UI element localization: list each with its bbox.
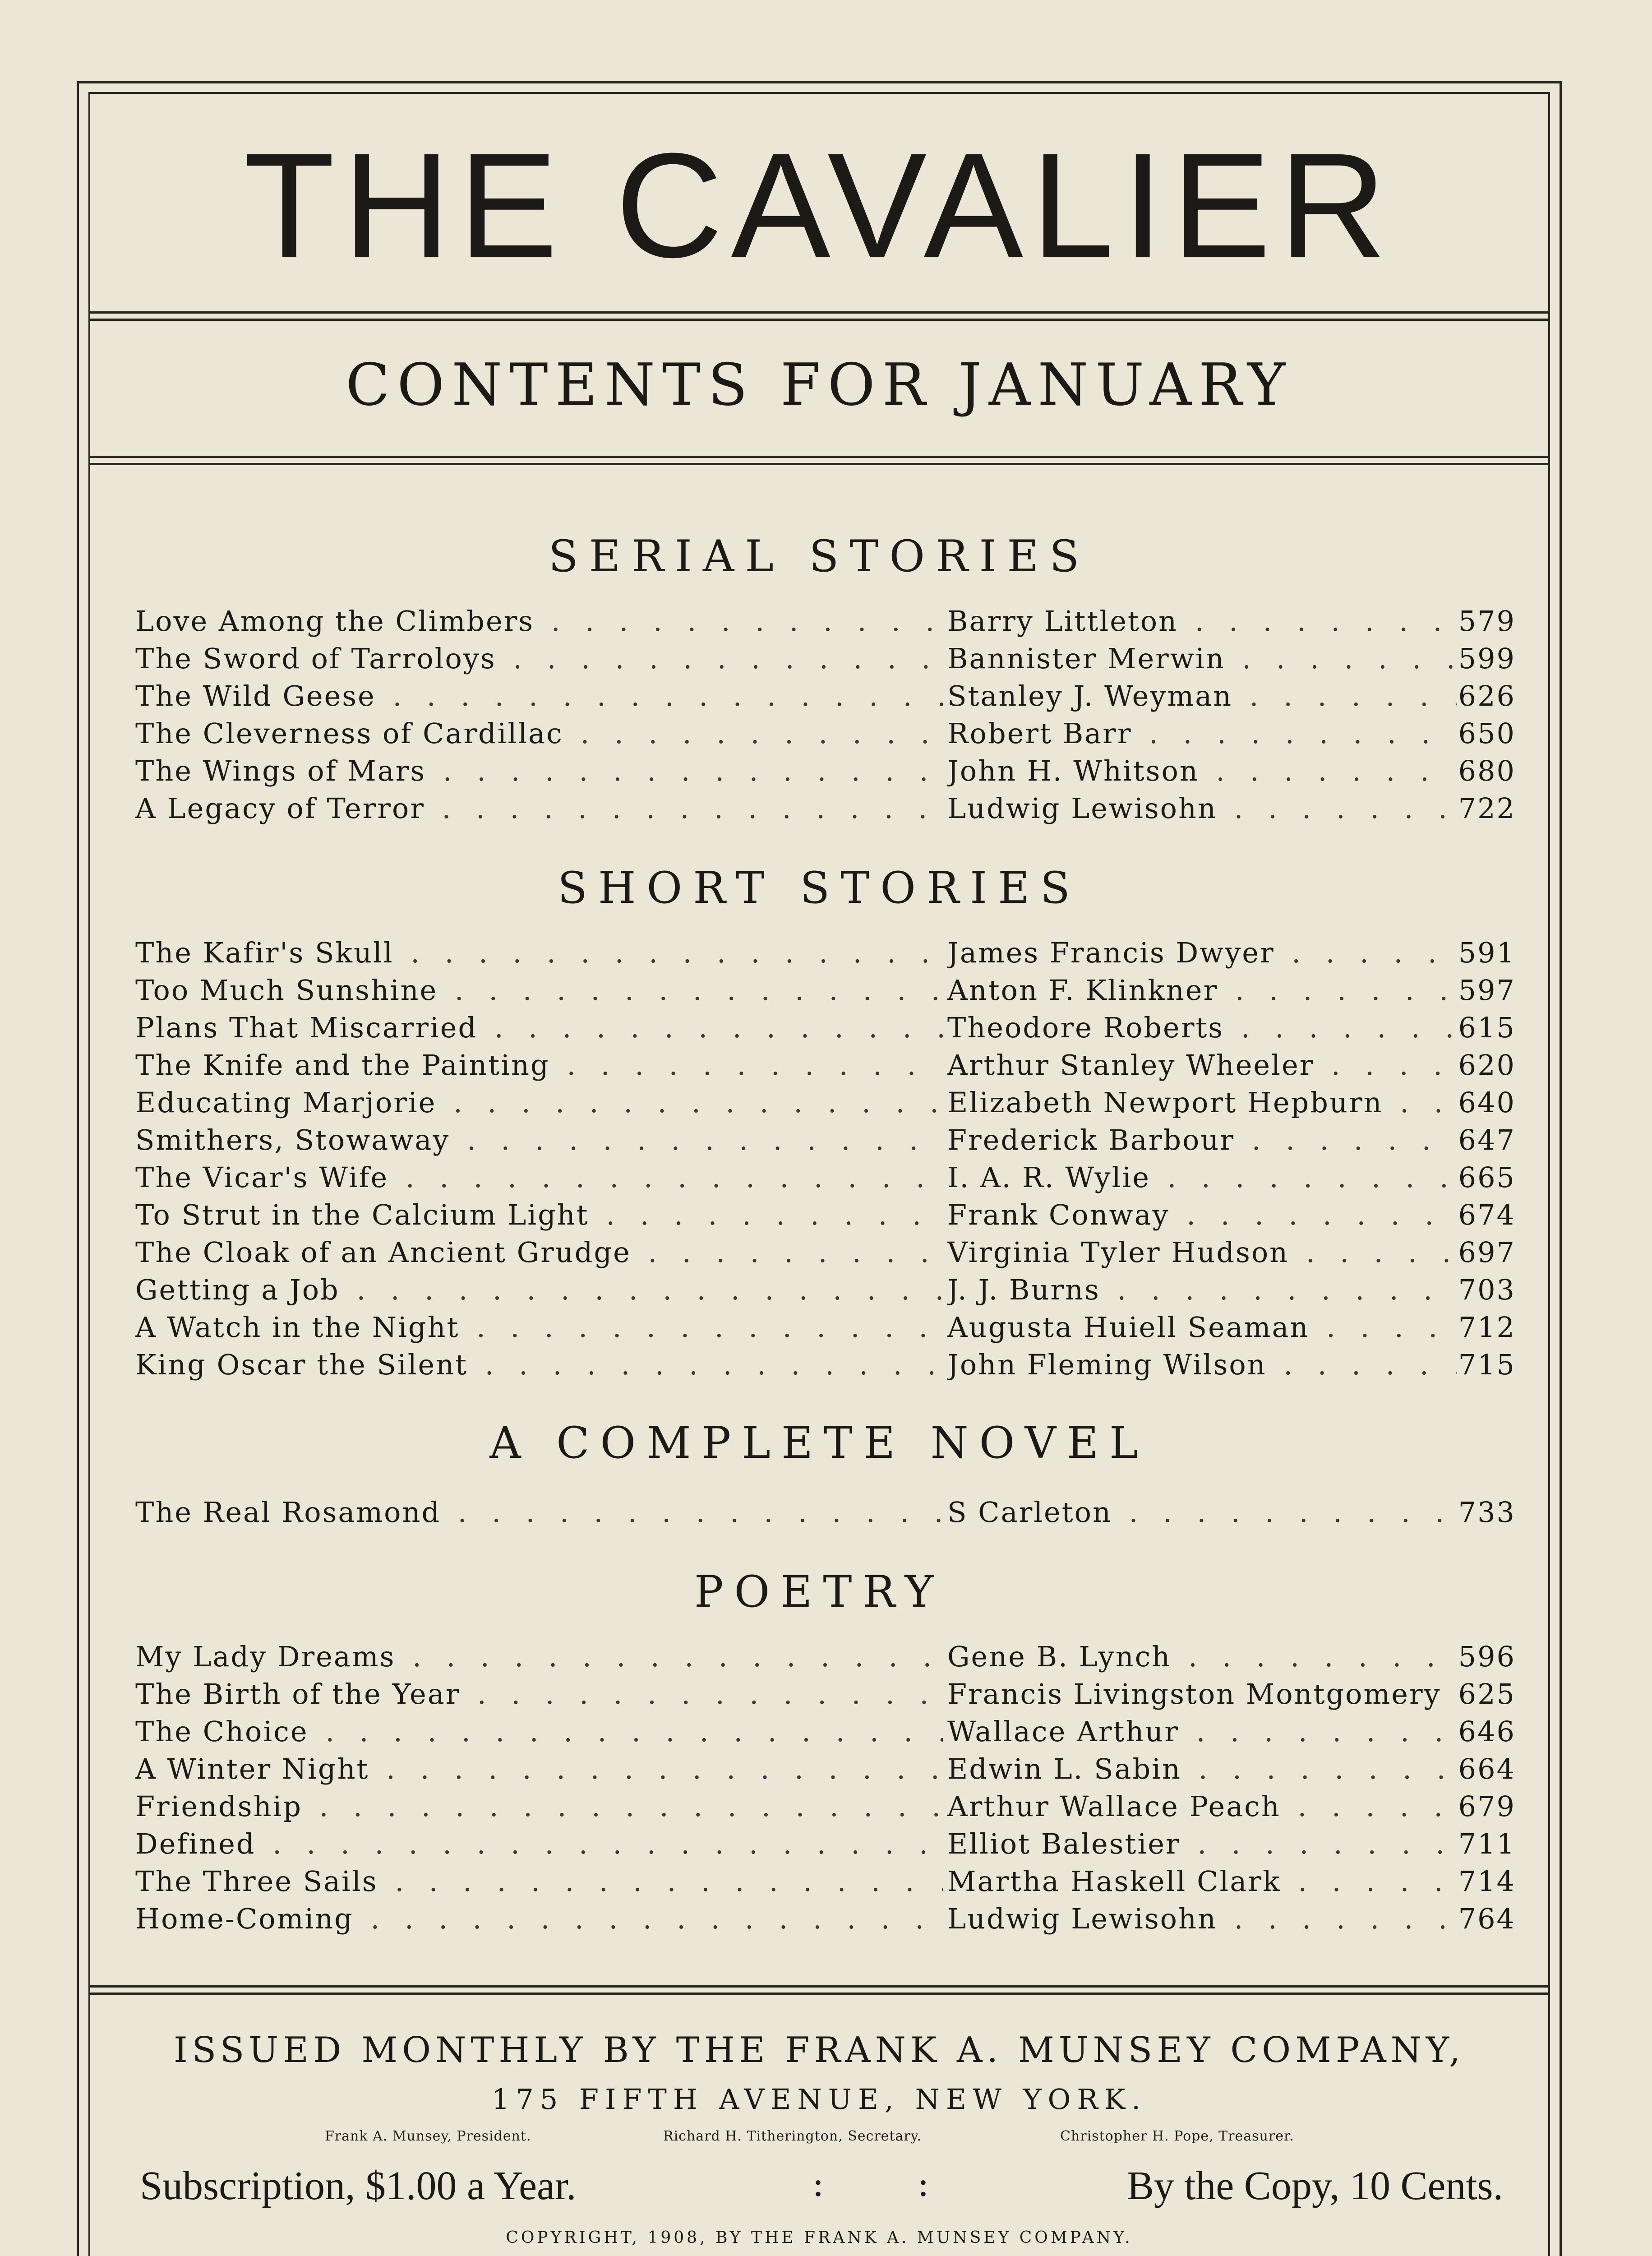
toc-entry: [135, 1234, 1516, 1271]
officer-treasurer: Christopher H. Pope, Treasurer.: [1060, 2128, 1294, 2144]
section-entry-list: [135, 1638, 1516, 1937]
contents-rule-top: [88, 456, 1550, 458]
entry-author: Ludwig Lewisohn . . .: [947, 1900, 1457, 1937]
entry-author: John Fleming Wilson . . .: [947, 1346, 1457, 1383]
officer-president: Frank A. Munsey, President.: [325, 2128, 531, 2144]
entry-title: Educating Marjorie . . .: [135, 1084, 943, 1121]
officer-secretary: Richard H. Titherington, Secretary.: [663, 2128, 922, 2144]
entry-page: 715: [1458, 1348, 1516, 1381]
entry-author: James Francis Dwyer . . .: [947, 934, 1457, 971]
toc-entry: [135, 1159, 1516, 1196]
entry-author: Ludwig Lewisohn . . .: [947, 790, 1457, 827]
entry-author: Stanley J. Weyman . . .: [947, 677, 1457, 715]
entry-title: The Real Rosamond . . .: [135, 1493, 943, 1531]
footer-rule-bottom: [88, 1992, 1550, 1995]
entry-author: Barry Littleton . . .: [947, 602, 1457, 640]
separator-left: :: [812, 2163, 824, 2205]
toc-entry: [135, 1196, 1516, 1234]
entry-page: 625: [1458, 1678, 1516, 1710]
toc-entry: [135, 1271, 1516, 1308]
entry-page: 722: [1458, 792, 1516, 825]
section-entry-list: [135, 1493, 1516, 1531]
entry-page: 664: [1458, 1752, 1516, 1785]
toc-entry: [135, 752, 1516, 790]
copyright-notice: COPYRIGHT, 1908, BY THE FRANK A. MUNSEY COMPANY.: [506, 2228, 1133, 2247]
section-heading: SHORT STORIES: [558, 863, 1081, 913]
copy-price: By the Copy, 10 Cents.: [1126, 2164, 1503, 2208]
toc-entry: [135, 602, 1516, 640]
entry-title: A Watch in the Night . . .: [135, 1308, 943, 1346]
contents-rule-bottom: [88, 463, 1550, 465]
entry-page: 597: [1458, 974, 1516, 1007]
entry-author: Frank Conway . . .: [947, 1196, 1457, 1234]
entry-title: The Three Sails . . .: [135, 1863, 943, 1900]
toc-entry: [135, 1750, 1516, 1788]
entry-page: 703: [1458, 1273, 1516, 1306]
entry-author: Wallace Arthur . . .: [947, 1713, 1457, 1750]
entry-title: The Vicar's Wife . . .: [135, 1159, 943, 1196]
entry-author: Robert Barr . . .: [947, 715, 1457, 752]
entry-author: Virginia Tyler Hudson . . .: [947, 1234, 1457, 1271]
toc-entry: [135, 1863, 1516, 1900]
entry-title: A Winter Night . . .: [135, 1750, 943, 1788]
entry-page: 665: [1458, 1161, 1516, 1194]
entry-author: Elliot Balestier . . .: [947, 1825, 1457, 1863]
footer-rule-top: [88, 1985, 1550, 1988]
toc-entry: [135, 1308, 1516, 1346]
toc-entry: [135, 1825, 1516, 1863]
entry-page: 712: [1458, 1311, 1516, 1344]
entry-page: 647: [1458, 1123, 1516, 1156]
entry-page: 711: [1458, 1827, 1516, 1860]
toc-entry: [135, 1009, 1516, 1046]
entry-title: The Wings of Mars . . .: [135, 752, 943, 790]
entry-page: 680: [1458, 754, 1516, 787]
toc-entry: [135, 934, 1516, 971]
toc-entry: [135, 1638, 1516, 1675]
section-entry-list: [135, 934, 1516, 1383]
publisher-line: ISSUED MONTHLY BY THE FRANK A. MUNSEY COMPANY,: [173, 2030, 1465, 2071]
toc-entry: [135, 1788, 1516, 1825]
entry-author: Bannister Merwin . . .: [947, 640, 1457, 677]
entry-author: J. J. Burns . . .: [947, 1271, 1457, 1308]
entry-page: 650: [1458, 717, 1516, 750]
contents-title: CONTENTS FOR JANUARY: [346, 351, 1293, 419]
publisher-address: 175 FIFTH AVENUE, NEW YORK.: [491, 2083, 1147, 2116]
entry-author: Gene B. Lynch . . .: [947, 1638, 1457, 1675]
masthead-rule-bottom: [88, 319, 1550, 321]
entry-title: The Sword of Tarroloys . . .: [135, 640, 943, 677]
entry-title: Plans That Miscarried . . .: [135, 1009, 943, 1046]
entry-page: 579: [1458, 605, 1516, 638]
section-heading: POETRY: [694, 1567, 945, 1617]
toc-entry: [135, 790, 1516, 827]
toc-entry: [135, 971, 1516, 1009]
entry-title: Friendship . . .: [135, 1788, 943, 1825]
entry-title: The Knife and the Painting . . .: [135, 1046, 943, 1084]
entry-page: 697: [1458, 1236, 1516, 1269]
section-entry-list: [135, 602, 1516, 827]
toc-entry: [135, 1346, 1516, 1383]
toc-entry: [135, 1046, 1516, 1084]
entry-page: 640: [1458, 1086, 1516, 1119]
entry-page: 646: [1458, 1715, 1516, 1748]
entry-author: I. A. R. Wylie . . .: [947, 1159, 1457, 1196]
entry-title: The Kafir's Skull . . .: [135, 934, 943, 971]
entry-title: Too Much Sunshine . . .: [135, 971, 943, 1009]
toc-entry: [135, 1675, 1516, 1713]
entry-author: John H. Whitson . . .: [947, 752, 1457, 790]
entry-page: 679: [1458, 1790, 1516, 1823]
entry-page: 764: [1458, 1902, 1516, 1935]
entry-page: 599: [1458, 642, 1516, 675]
entry-page: 733: [1458, 1496, 1516, 1529]
toc-entry: [135, 1493, 1516, 1531]
entry-title: The Choice . . .: [135, 1713, 943, 1750]
entry-page: 626: [1458, 680, 1516, 712]
entry-page: 615: [1458, 1011, 1516, 1044]
entry-title: The Birth of the Year . . .: [135, 1675, 943, 1713]
masthead-title: THE CAVALIER: [244, 122, 1395, 288]
entry-author: Francis Livingston Montgomery . . .: [947, 1675, 1457, 1713]
entry-page: 714: [1458, 1865, 1516, 1898]
entry-author: Anton F. Klinkner . . .: [947, 971, 1457, 1009]
toc-entry: [135, 640, 1516, 677]
toc-entry: [135, 1900, 1516, 1937]
entry-page: 620: [1458, 1049, 1516, 1082]
subscription-price: Subscription, $1.00 a Year.: [140, 2164, 577, 2208]
entry-author: Martha Haskell Clark . . .: [947, 1863, 1457, 1900]
entry-title: A Legacy of Terror . . .: [135, 790, 943, 827]
toc-entry: [135, 715, 1516, 752]
section-heading: SERIAL STORIES: [548, 531, 1090, 582]
entry-title: To Strut in the Calcium Light . . .: [135, 1196, 943, 1234]
section-heading: A COMPLETE NOVEL: [489, 1418, 1149, 1468]
entry-title: Smithers, Stowaway . . .: [135, 1121, 943, 1159]
entry-author: Theodore Roberts . . .: [947, 1009, 1457, 1046]
entry-author: Edwin L. Sabin . . .: [947, 1750, 1457, 1788]
entry-author: S Carleton . . .: [947, 1493, 1457, 1531]
entry-page: 596: [1458, 1640, 1516, 1673]
entry-page: 591: [1458, 936, 1516, 969]
entry-title: The Cloak of an Ancient Grudge . . .: [135, 1234, 943, 1271]
separator-right: :: [917, 2163, 929, 2205]
toc-entry: [135, 1121, 1516, 1159]
entry-title: Getting a Job . . .: [135, 1271, 943, 1308]
entry-author: Frederick Barbour . . .: [947, 1121, 1457, 1159]
entry-author: Elizabeth Newport Hepburn . . .: [947, 1084, 1457, 1121]
entry-title: Defined . . .: [135, 1825, 943, 1863]
entry-title: My Lady Dreams . . .: [135, 1638, 943, 1675]
entry-title: The Cleverness of Cardillac . . .: [135, 715, 943, 752]
entry-page: 674: [1458, 1198, 1516, 1231]
price-separator: [812, 2163, 929, 2205]
entry-author: Augusta Huiell Seaman . . .: [947, 1308, 1457, 1346]
entry-author: Arthur Stanley Wheeler . . .: [947, 1046, 1457, 1084]
toc-entry: [135, 1084, 1516, 1121]
entry-title: King Oscar the Silent . . .: [135, 1346, 943, 1383]
entry-title: The Wild Geese . . .: [135, 677, 943, 715]
masthead-rule-top: [88, 311, 1550, 314]
entry-title: Home-Coming . . .: [135, 1900, 943, 1937]
entry-author: Arthur Wallace Peach . . .: [947, 1788, 1457, 1825]
toc-entry: [135, 677, 1516, 715]
toc-entry: [135, 1713, 1516, 1750]
entry-title: Love Among the Climbers . . .: [135, 602, 943, 640]
